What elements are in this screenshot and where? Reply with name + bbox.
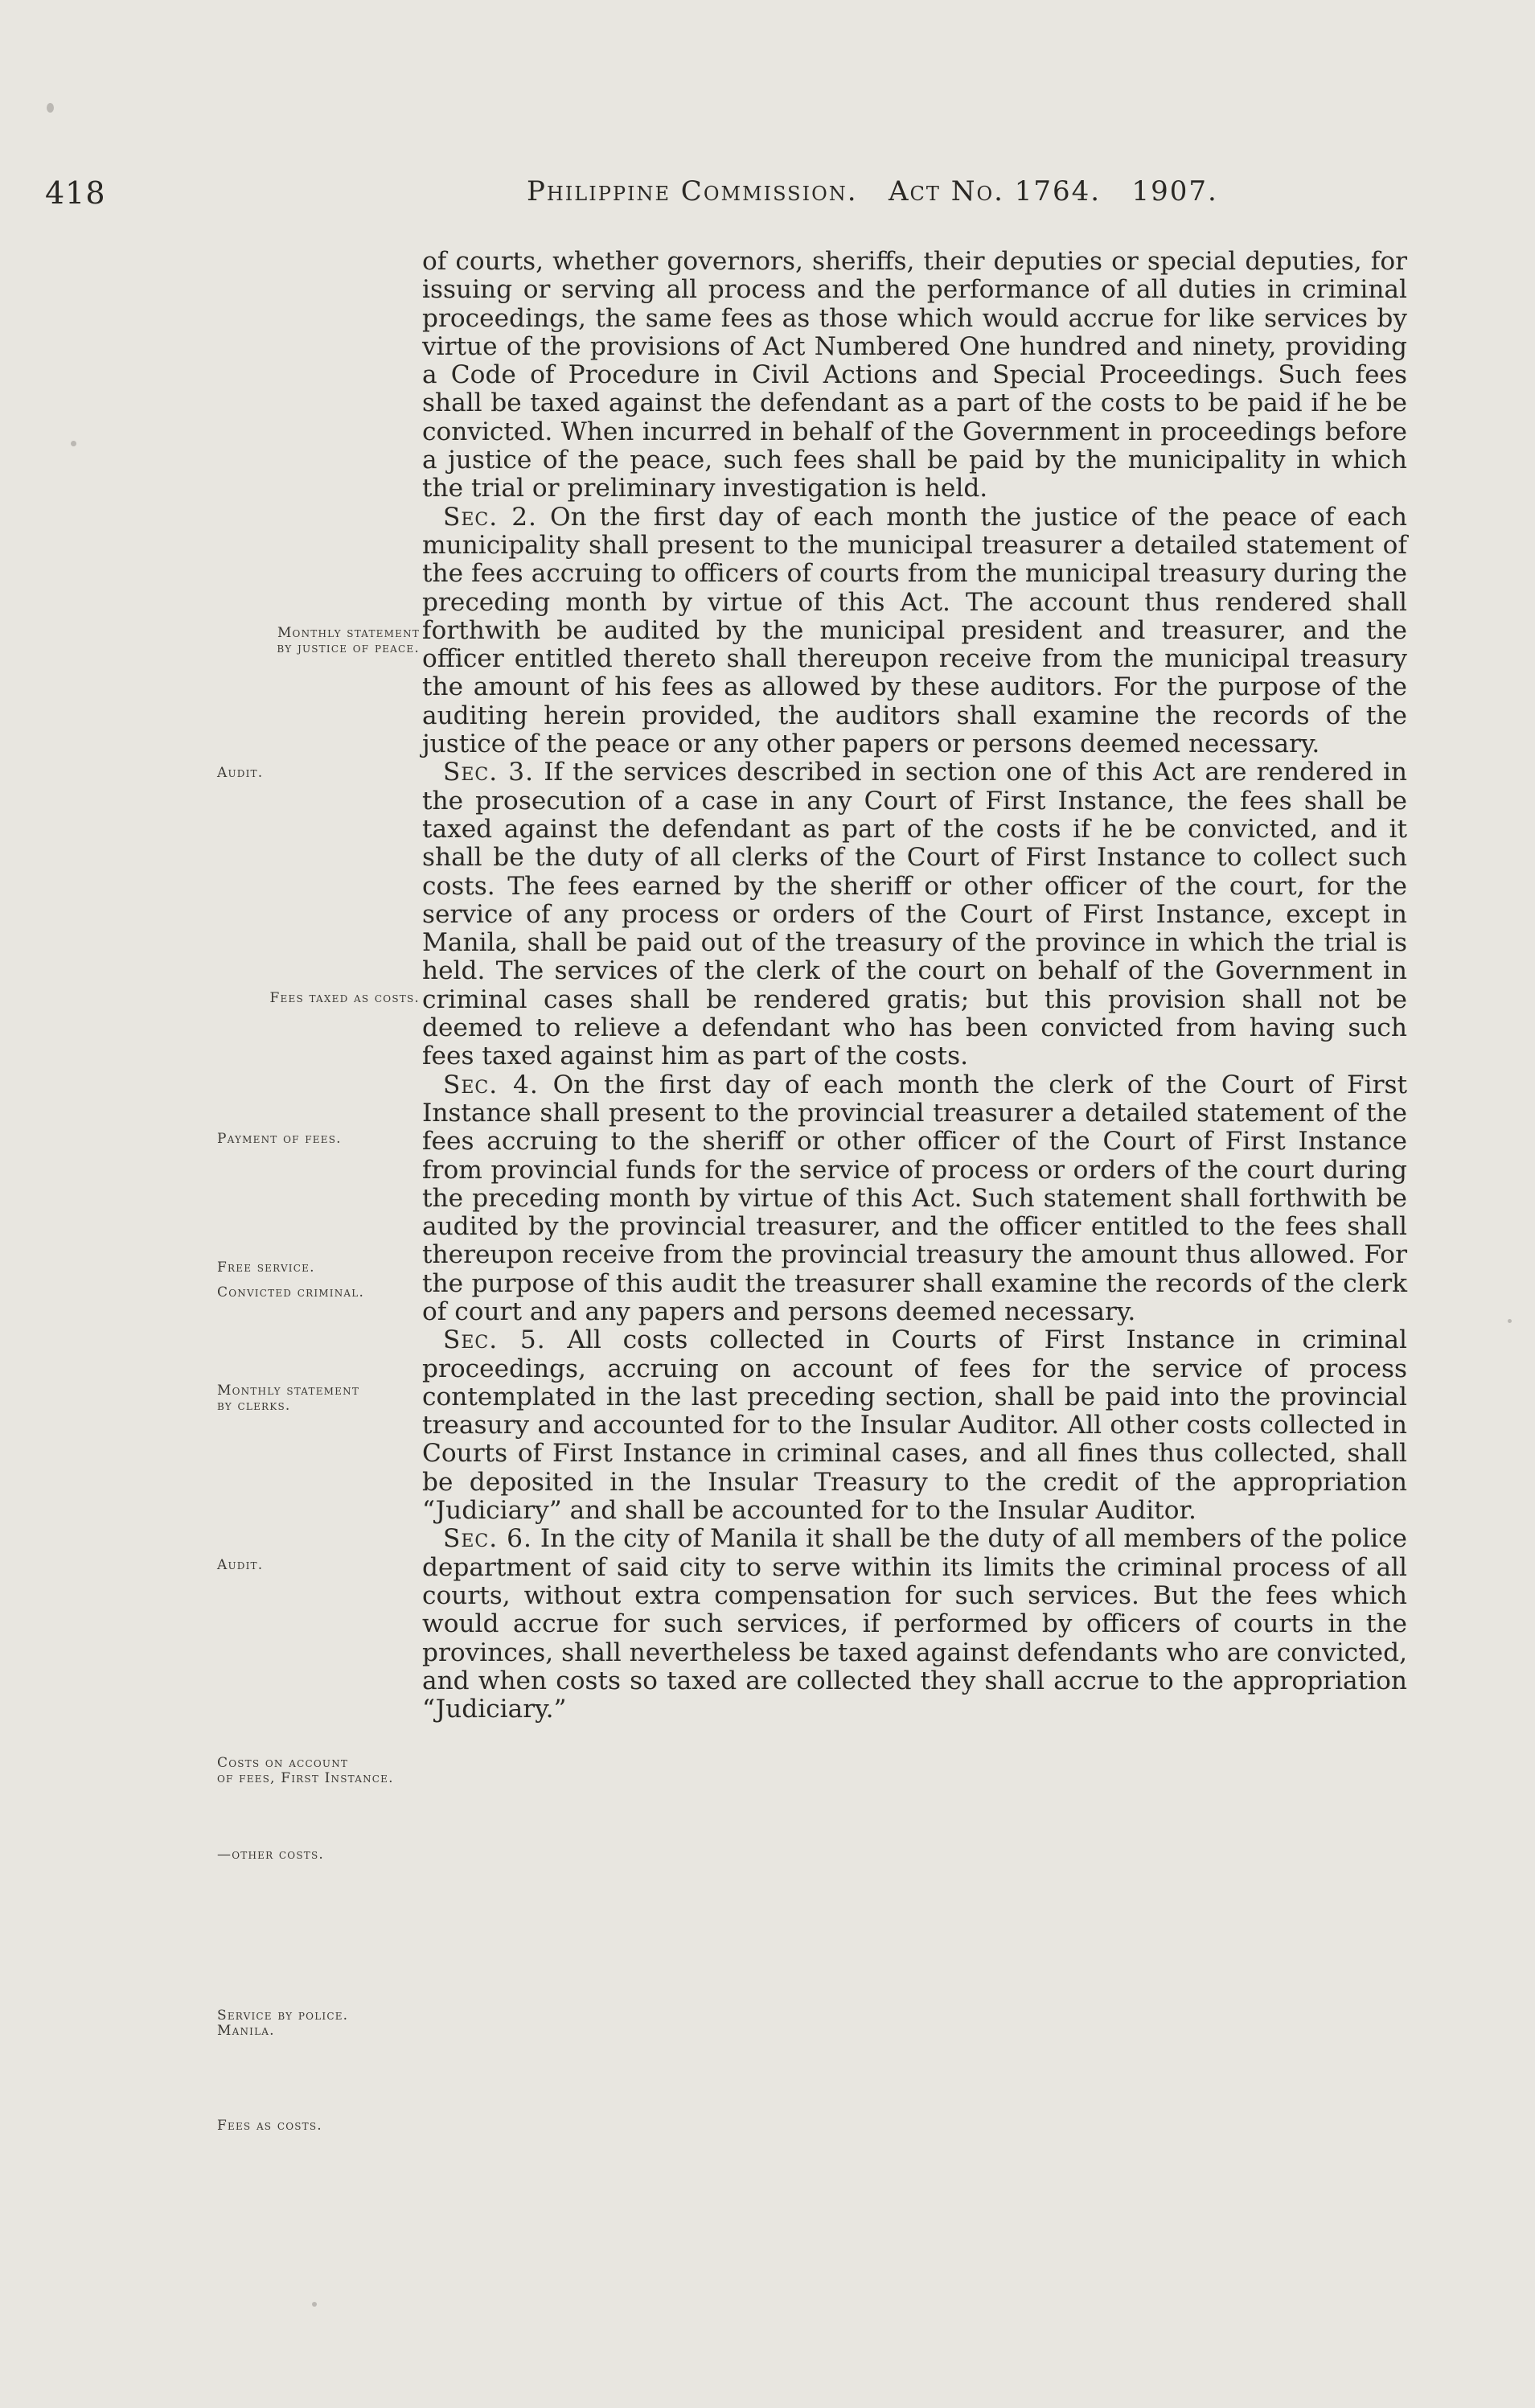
sidenote-audit-2: Audit. xyxy=(217,1557,264,1573)
section-label: Sec. 2. xyxy=(443,502,537,532)
sidenote-payment-of-fees: Payment of fees. xyxy=(217,1131,342,1147)
sidenote-other-costs: —other costs. xyxy=(217,1847,324,1863)
sidenote-monthly-statement-justice: Monthly statement by justice of peace. xyxy=(277,625,420,656)
section-label: Sec. 5. xyxy=(443,1325,546,1355)
section-label: Sec. 3. xyxy=(443,758,535,787)
sidenote-service-by-police: Service by police. Manila. xyxy=(217,2007,349,2039)
sidenote-fees-taxed-as-costs: Fees taxed as costs. xyxy=(269,990,420,1006)
paper-speck xyxy=(47,103,54,113)
sidenote-costs-on-account-of-fees: Costs on account of fees, First Instance. xyxy=(217,1755,394,1786)
sidenote-free-service: Free service. xyxy=(217,1259,315,1276)
running-head: Philippine Commission. Act No. 1764. 1907. xyxy=(527,175,1218,208)
section-5: Sec. 5. All costs collected in Courts of First Instance in criminal proceedings, accruing on account of fees for the service of process contemplated in the last preceding section, shall be paid into the provincial treasury and accounted for to the Insular Auditor. All other costs collected in Courts of First Instance in criminal cases, and all fines thus collected, shall be deposited in the Insular Treasury to the credit of the appropriation “Judiciary” and shall be accounted for to the Insular Auditor. xyxy=(422,1325,1407,1526)
section-label: Sec. 4. xyxy=(443,1070,539,1099)
section-label: Sec. 6. xyxy=(443,1524,532,1554)
body-text xyxy=(422,248,1407,1724)
sidenote-audit-1: Audit. xyxy=(217,765,264,781)
paper-speck xyxy=(312,2302,317,2307)
page-number: 418 xyxy=(45,175,106,211)
section-6: Sec. 6. In the city of Manila it shall be the duty of all members of the police department of said city to serve within its limits the criminal process of all courts, without extra compensation for such services. But the fees which would accrue for such services, if performed by officers of courts in the provinces, shall nevertheless be taxed against defendants who are convicted, and when costs so taxed are collected they shall accrue to the appropriation “Judiciary.” xyxy=(422,1524,1408,1724)
sidenote-convicted-criminal: Convicted criminal. xyxy=(217,1284,365,1301)
sidenote-fees-as-costs: Fees as costs. xyxy=(217,2118,322,2134)
section-4: Sec. 4. On the first day of each month the clerk of the Court of First Instance shall present to the provincial treasurer a detailed statement of the fees accruing to the sheriff or other officer of the Court of First Instance from provincial funds for the service of process or orders of the court during the preceding month by virtue of this Act. Such statement shall forthwith be audited by the provincial treasurer, and the officer entitled to the fees shall thereupon receive from the provincial treasury the amount thus allowed. For the purpose of this audit the treasurer shall examine the records of the clerk of court and any papers and persons deemed necessary. xyxy=(422,1070,1408,1326)
sidenote-monthly-statement-clerks: Monthly statement by clerks. xyxy=(217,1383,360,1414)
paper-speck xyxy=(1508,1319,1512,1323)
paragraph-continued: of courts, whether governors, sheriffs, their deputies or special deputies, for issuing or serving all process and the performance of all duties in criminal proceedings, the same fees as those which would accrue for like services by virtue of the provisions of Act Numbered One hundred and ninety, providing a Code of Procedure in Civil Actions and Special Proceedings. Such fees shall be taxed against the defendant as a part of the costs to be paid if he be convicted. When incurred in behalf of the Government in proceedings before a justice of the peace, such fees shall be paid by the municipality in which the trial or preliminary investigation is held. xyxy=(422,247,1407,503)
paper-speck xyxy=(71,441,76,446)
section-3: Sec. 3. If the services described in section one of this Act are rendered in the prosecution of a case in any Court of First Instance, the fees shall be taxed against the defendant as part of the costs if he be convicted, and it shall be the duty of all clerks of the Court of First Instance to collect such costs. The fees earned by the sheriff or other officer of the court, for the service of any process or orders of the Court of First Instance, except in Manila, shall be paid out of the treasury of the province in which the trial is held. The services of the clerk of the court on behalf of the Government in criminal cases shall be rendered gratis; but this provision shall not be deemed to relieve a defendant who has been convicted from having such fees taxed against him as part of the costs. xyxy=(422,758,1407,1071)
section-2: Sec. 2. On the first day of each month the justice of the peace of each municipality shall present to the municipal treasurer a detailed statement of the fees accruing to officers of courts from the municipal treasury during the preceding month by virtue of this Act. The account thus rendered shall forthwith be audited by the municipal president and treasurer, and the officer entitled thereto shall thereupon receive from the municipal treasury the amount of his fees as allowed by these auditors. For the purpose of the auditing herein provided, the auditors shall examine the records of the justice of the peace or any other papers or persons deemed necessary. xyxy=(422,502,1407,759)
